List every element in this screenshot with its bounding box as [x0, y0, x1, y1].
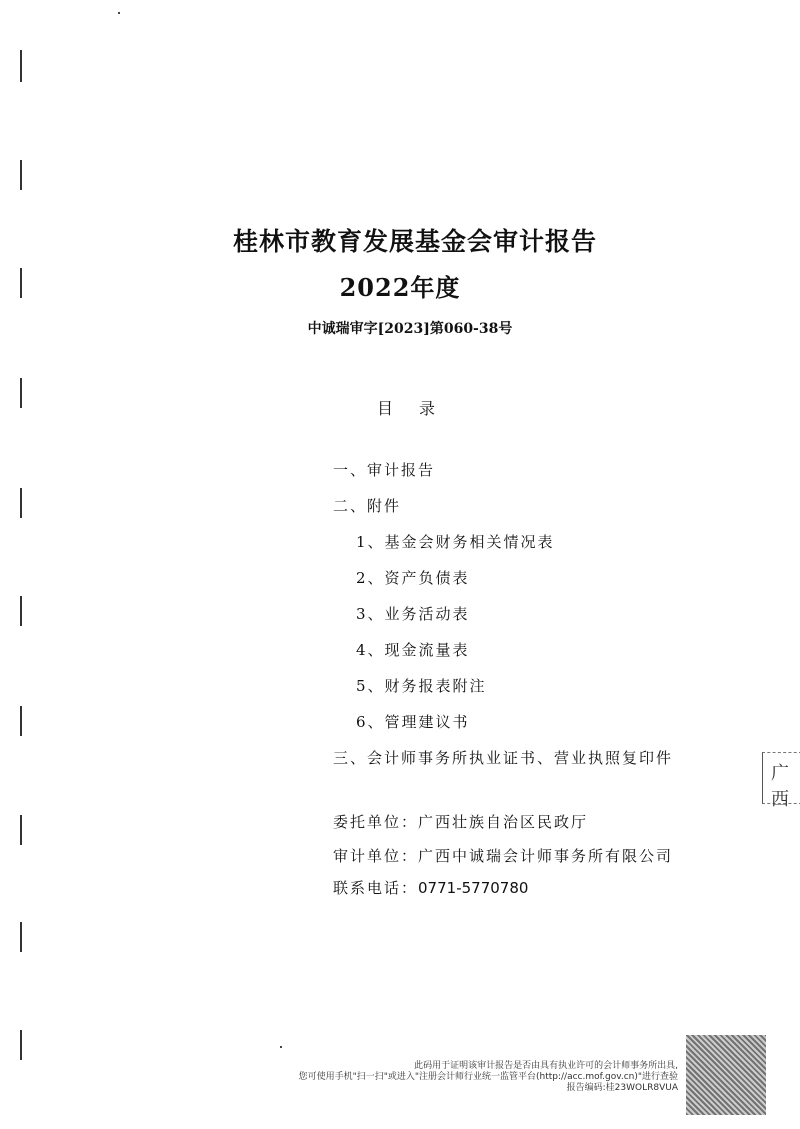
report-year: 2022年度 — [339, 273, 461, 302]
verification-footer — [270, 1061, 678, 1094]
binding-mark — [20, 596, 22, 626]
toc-item: 一、审计报告 — [333, 461, 436, 479]
toc-item: 3、业务活动表 — [356, 605, 470, 623]
client-label: 委托单位： — [333, 813, 419, 831]
scan-speck — [280, 1046, 282, 1048]
auditor-label: 审计单位： — [333, 847, 419, 865]
toc-item: 6、管理建议书 — [356, 713, 470, 731]
footer-line: 此码用于证明该审计报告是否由具有执业许可的会计师事务所出具, — [414, 1061, 678, 1071]
phone-value: 0771-5770780 — [418, 879, 529, 897]
footer-line: 您可使用手机"扫一扫"或进入"注册会计师行业统一监管平台(http://acc.mof.gov.cn)"进行查验 — [298, 1072, 678, 1082]
partial-seal-stamp: 广西 — [762, 752, 800, 804]
phone-row — [333, 877, 528, 898]
binding-mark — [20, 1030, 22, 1060]
report-title: 桂林市教育发展基金会审计报告 — [232, 227, 597, 256]
binding-mark — [20, 706, 22, 736]
binding-mark — [20, 815, 22, 845]
auditor-row — [333, 845, 673, 866]
binding-mark — [20, 160, 22, 190]
scan-speck — [118, 12, 120, 14]
binding-mark — [20, 922, 22, 952]
report-code: 报告编码:桂23WOLR8VUA — [566, 1083, 678, 1093]
toc-item: 二、附件 — [333, 497, 402, 515]
binding-mark — [20, 488, 22, 518]
toc-item: 4、现金流量表 — [356, 641, 470, 659]
toc-item: 2、资产负债表 — [356, 569, 470, 587]
verification-qr-code — [686, 1035, 766, 1115]
client-value: 广西壮族自治区民政厅 — [418, 813, 589, 831]
client-row — [333, 811, 588, 832]
binding-mark — [20, 50, 22, 82]
auditor-value: 广西中诚瑞会计师事务所有限公司 — [418, 847, 674, 865]
toc-item: 1、基金会财务相关情况表 — [356, 533, 555, 551]
phone-label: 联系电话： — [333, 879, 419, 897]
toc-item: 5、财务报表附注 — [356, 677, 487, 695]
toc-item: 三、会计师事务所执业证书、营业执照复印件 — [333, 749, 674, 767]
binding-mark — [20, 378, 22, 408]
document-number: 中诚瑞审字[2023]第060-38号 — [307, 321, 513, 337]
toc-heading: 目录 — [377, 399, 462, 418]
